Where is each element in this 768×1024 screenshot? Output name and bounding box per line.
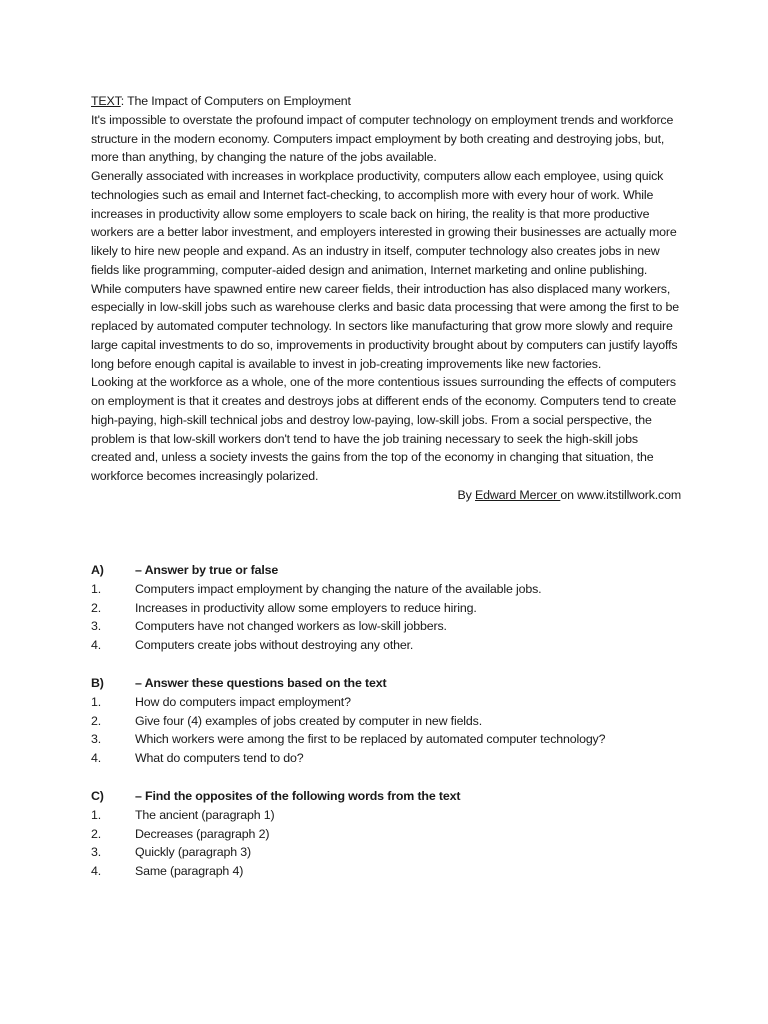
- paragraph-1: It's impossible to overstate the profound impact of computer technology on employment trends and workforce structure in the modern economy. Computers impact employment by both creating and destroying jobs, but, more than anything, by changing the nature of the jobs available.: [91, 112, 674, 165]
- section-letter: C): [91, 789, 104, 803]
- section-letter: A): [91, 563, 104, 577]
- list-item: [91, 825, 691, 844]
- section-b: [91, 674, 691, 768]
- list-item: [91, 599, 691, 618]
- byline: [91, 486, 681, 505]
- item-number: 3.: [91, 845, 102, 860]
- section-instruction: – Find the opposites of the following words from the text: [135, 789, 461, 803]
- item-text: What do computers tend to do?: [135, 751, 304, 765]
- item-text: Computers create jobs without destroying any other.: [135, 638, 414, 652]
- item-text: Decreases (paragraph 2): [135, 826, 270, 841]
- list-item: [91, 712, 691, 731]
- section-heading: [91, 787, 691, 806]
- reading-text: [91, 92, 681, 505]
- list-item: [91, 843, 691, 862]
- document-title: [91, 92, 681, 111]
- list-item: [91, 636, 691, 655]
- list-item: [91, 806, 691, 825]
- item-text: Same (paragraph 4): [135, 864, 244, 878]
- item-text: Increases in productivity allow some employers to reduce hiring.: [135, 600, 477, 615]
- item-number: 2.: [91, 600, 102, 615]
- list-item: [91, 749, 691, 768]
- item-number: 2.: [91, 826, 102, 841]
- list-item: [91, 580, 691, 599]
- section-heading: [91, 674, 691, 693]
- item-number: 1.: [91, 581, 102, 596]
- item-text: Computers impact employment by changing the nature of the available jobs.: [135, 581, 542, 596]
- list-item: [91, 862, 691, 881]
- paragraph-2: Generally associated with increases in workplace productivity, computers allow each employee, using quick technologies such as email and Internet fact-checking, to accomplish more with every hour of work. While increases in productivity allow some employers to scale back on hiring, the reality is that more productive workers are a better labor investment, and employers interested in growing their businesses are actually more likely to hire new people and expand. As an industry in itself, computer technology also creates jobs in new fields like programming, computer-aided design and animation, Internet marketing and online publishing.: [91, 169, 677, 277]
- title-label: TEXT: [91, 94, 121, 108]
- item-number: 4.: [91, 751, 102, 765]
- list-item: [91, 617, 691, 636]
- item-number: 3.: [91, 619, 102, 634]
- paragraph-3: While computers have spawned entire new career fields, their introduction has also displaced many workers, especially in low-skill jobs such as warehouse clerks and basic data processing that were among the first to be replaced by automated computer technology. In sectors like manufacturing that grow more slowly and require large capital investments to do so, improvements in productivity brought about by computers can justify layoffs long before enough capital is available to invest in job-creating improvements like new factories.: [91, 281, 680, 371]
- byline-source: on www.itstillwork.com: [560, 487, 681, 502]
- section-instruction: – Answer by true or false: [135, 563, 279, 577]
- section-c: [91, 787, 691, 881]
- item-number: 1.: [91, 807, 102, 822]
- list-item: [91, 693, 691, 712]
- byline-prefix: By: [457, 487, 475, 502]
- section-letter: B): [91, 676, 104, 690]
- item-text: Give four (4) examples of jobs created by computer in new fields.: [135, 713, 482, 728]
- item-text: Computers have not changed workers as low-skill jobbers.: [135, 619, 447, 634]
- item-text: How do computers impact employment?: [135, 694, 351, 709]
- section-instruction: – Answer these questions based on the text: [135, 676, 387, 690]
- section-a: [91, 561, 691, 655]
- item-number: 4.: [91, 864, 102, 878]
- item-text: The ancient (paragraph 1): [135, 807, 275, 822]
- item-text: Quickly (paragraph 3): [135, 845, 251, 860]
- paragraph-4: Looking at the workforce as a whole, one of the more contentious issues surrounding the effects of computers on employment is that it creates and destroys jobs at different ends of the economy. Computers tend to create high-paying, high-skill technical jobs and destroy low-paying, low-skill jobs. From a social perspective, the problem is that low-skill workers don't tend to have the job training necessary to seek the high-skill jobs created and, unless a society invests the gains from the top of the economy in changing that situation, the workforce becomes increasingly polarized.: [91, 375, 677, 483]
- byline-author: Edward Mercer: [475, 487, 561, 502]
- item-text: Which workers were among the first to be replaced by automated computer technology?: [135, 732, 606, 747]
- list-item: [91, 730, 691, 749]
- section-heading: [91, 561, 691, 580]
- item-number: 4.: [91, 638, 102, 652]
- item-number: 3.: [91, 732, 102, 747]
- title-text: : The Impact of Computers on Employment: [120, 94, 351, 108]
- item-number: 2.: [91, 713, 102, 728]
- item-number: 1.: [91, 694, 102, 709]
